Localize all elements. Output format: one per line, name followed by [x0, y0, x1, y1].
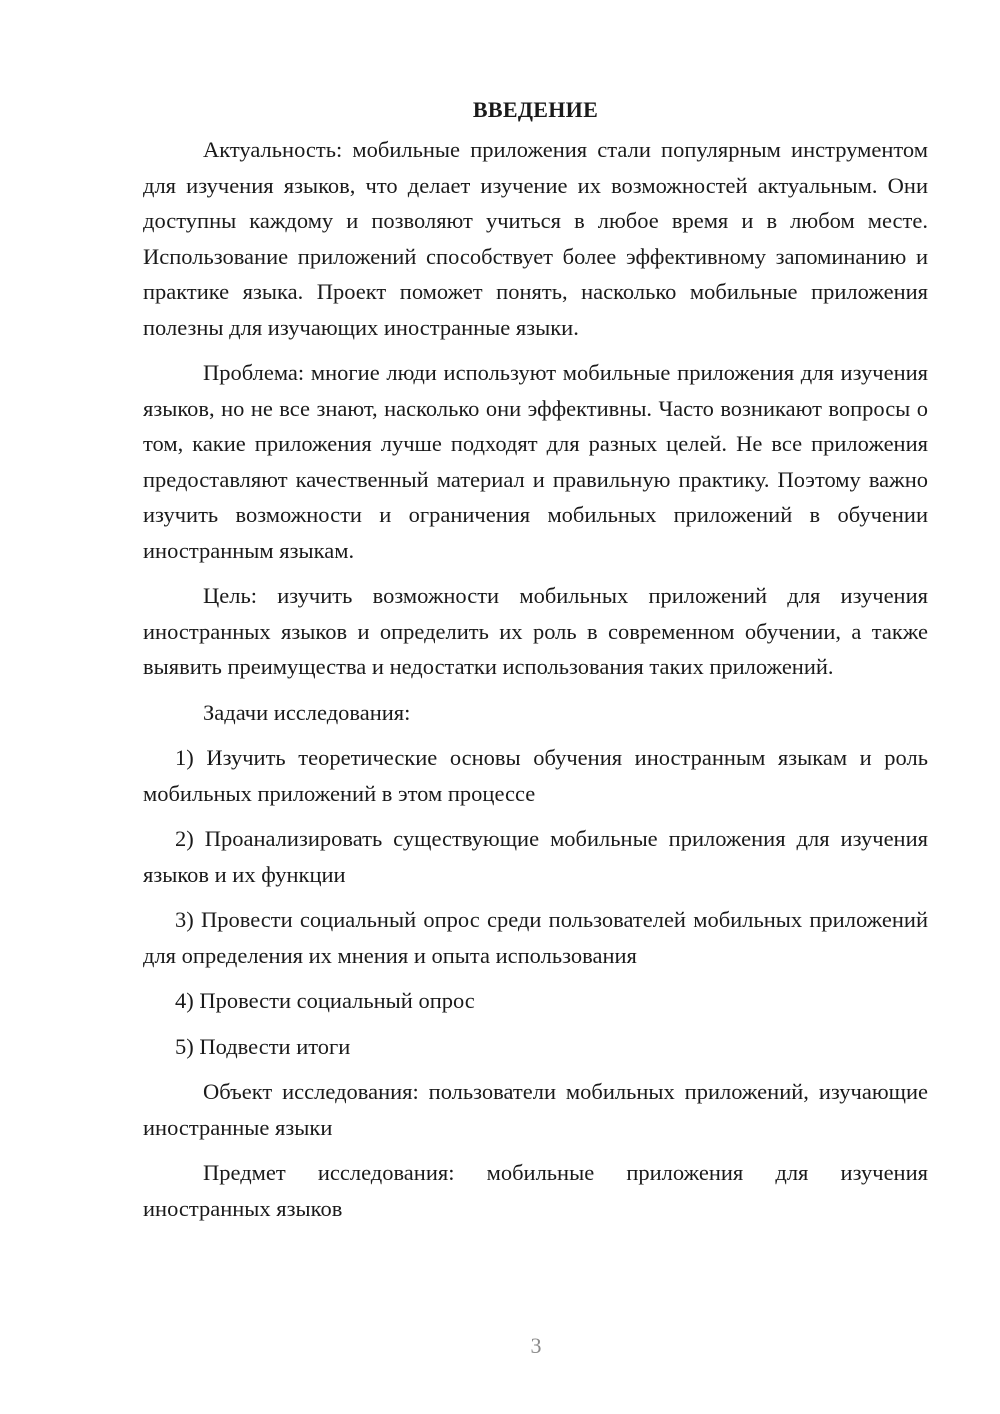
- page-number: 3: [530, 1333, 542, 1358]
- task-item-4: 4) Провести социальный опрос: [175, 988, 475, 1013]
- task-item-3: 3) Провести социальный опрос среди пользователей мобильных приложений для определения их мнения и опыта использования: [143, 907, 928, 968]
- problem-paragraph: Проблема: многие люди используют мобильные приложения для изучения языков, но не все знают, насколько они эффективны. Часто возникают вопросы о том, какие приложения лучше подходят для разных целей. Не все приложения предоставляют качественный материал и правильную практику. Поэтому важно изучить возможности и ограничения мобильных приложений в обучении иностранным языкам.: [143, 360, 928, 563]
- goal-paragraph: Цель: изучить возможности мобильных приложений для изучения иностранных языков и определить их роль в современном обучении, а также выявить преимущества и недостатки использования таких приложений.: [143, 583, 928, 679]
- page-content: [143, 88, 928, 1236]
- tasks-heading: Задачи исследования:: [203, 699, 411, 725]
- relevance-paragraph: Актуальность: мобильные приложения стали популярным инструментом для изучения языков, что делает изучение их возможностей актуальным. Они доступны каждому и позволяют учиться в любое время и в любом месте. Использование приложений способствует более эффективному запоминанию и практике языка. Проект поможет понять, насколько мобильные приложения полезны для изучающих иностранные языки.: [143, 137, 928, 340]
- task-item-2: 2) Проанализировать существующие мобильные приложения для изучения языков и их функции: [143, 826, 928, 887]
- task-item-1: 1) Изучить теоретические основы обучения иностранным языкам и роль мобильных приложений в этом процессе: [143, 745, 928, 806]
- object-paragraph: Объект исследования: пользователи мобильных приложений, изучающие иностранные языки: [143, 1079, 928, 1140]
- section-title: ВВЕДЕНИЕ: [472, 97, 599, 122]
- task-item-5: 5) Подвести итоги: [175, 1033, 351, 1059]
- subject-paragraph: Предмет исследования: мобильные приложения для изучения иностранных языков: [143, 1160, 928, 1221]
